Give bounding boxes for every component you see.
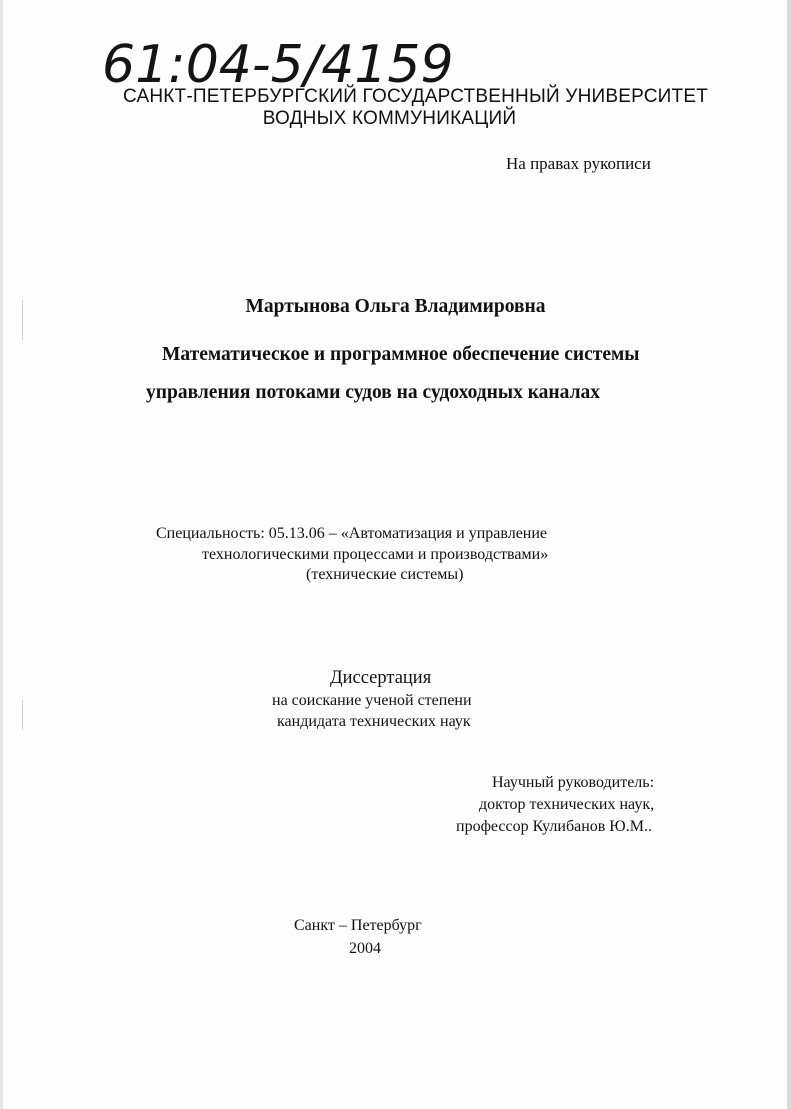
specialty-line1: Специальность: 05.13.06 – «Автоматизация и управление (156, 525, 548, 542)
dissertation-line2: кандидата технических наук (277, 713, 471, 730)
dissertation-heading: Диссертация (330, 668, 432, 688)
rights-note: На правах рукописи (506, 154, 651, 173)
university-name-line2: ВОДНЫХ КОММУНИКАЦИЙ (262, 108, 517, 129)
advisor-line2: доктор технических наук, (479, 796, 655, 813)
specialty-line3: (технические системы) (306, 566, 464, 583)
place: Санкт – Петербург (294, 917, 422, 934)
author-name: Мартынова Ольга Владимировна (245, 296, 546, 317)
scan-edge-left (0, 0, 3, 1109)
scan-mark (22, 700, 23, 730)
specialty-line2: технологическими процессами и производствами» (202, 546, 549, 563)
advisor-line1: Научный руководитель: (492, 774, 655, 791)
dissertation-line1: на соискание ученой степени (272, 692, 472, 709)
advisor-line3: профессор Кулибанов Ю.М.. (456, 818, 652, 835)
year: 2004 (349, 940, 381, 957)
thesis-title-line1: Математическое и программное обеспечение системы (162, 344, 640, 365)
scan-edge-right (787, 0, 791, 1109)
archive-code-text: 61:04-5/4159 (102, 35, 454, 95)
university-name-line1: САНКТ-ПЕТЕРБУРГСКИЙ ГОСУДАРСТВЕННЫЙ УНИВЕРСИТЕТ (122, 86, 709, 107)
thesis-title-line2: управления потоками судов на судоходных каналах (146, 382, 601, 403)
